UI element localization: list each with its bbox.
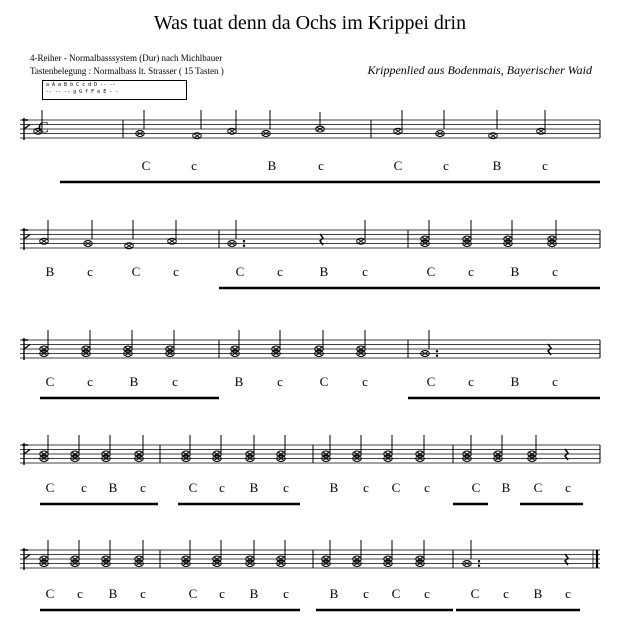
bass-label: c bbox=[552, 264, 558, 279]
bass-label: C bbox=[319, 374, 329, 389]
bass-label: C bbox=[188, 480, 198, 495]
keymap-row-1: a A a B b C c d D -- -- bbox=[46, 82, 116, 88]
bass-label: C bbox=[426, 374, 436, 389]
bass-label: c bbox=[503, 586, 509, 601]
bass-label: C bbox=[470, 586, 480, 601]
bass-label: c bbox=[191, 158, 197, 173]
bass-label: C bbox=[131, 264, 141, 279]
bass-label: c bbox=[140, 480, 146, 495]
bass-label: c bbox=[283, 480, 289, 495]
bass-label: c bbox=[542, 158, 548, 173]
bass-label: c bbox=[277, 374, 283, 389]
bass-label: c bbox=[362, 374, 368, 389]
bass-label: c bbox=[443, 158, 449, 173]
bass-label: C bbox=[391, 480, 401, 495]
bass-label: c bbox=[318, 158, 324, 173]
note-head-x bbox=[490, 134, 496, 138]
dot-icon bbox=[243, 240, 245, 242]
bass-label: C bbox=[471, 480, 481, 495]
bass-label: c bbox=[277, 264, 283, 279]
dot-icon bbox=[243, 245, 245, 247]
bass-label: B bbox=[129, 374, 139, 389]
bass-label: B bbox=[510, 374, 520, 389]
bass-label: c bbox=[173, 264, 179, 279]
bass-label: B bbox=[329, 480, 339, 495]
time-signature: C bbox=[38, 119, 49, 137]
bass-label: c bbox=[87, 374, 93, 389]
bass-label: c bbox=[362, 264, 368, 279]
note-head-x bbox=[126, 244, 132, 248]
bass-label: c bbox=[219, 480, 225, 495]
bass-label: B bbox=[329, 586, 339, 601]
bass-label: c bbox=[468, 374, 474, 389]
keymap-row-2: -- -- -- g G f F e E - - bbox=[46, 89, 119, 95]
bass-label: c bbox=[77, 586, 83, 601]
bass-label: c bbox=[552, 374, 558, 389]
bass-label: C bbox=[393, 158, 403, 173]
bass-label: c bbox=[565, 586, 571, 601]
bass-label: C bbox=[141, 158, 151, 173]
bass-label: B bbox=[45, 264, 55, 279]
bass-label: c bbox=[424, 480, 430, 495]
bass-label: c bbox=[468, 264, 474, 279]
bass-label: C bbox=[45, 374, 55, 389]
bass-label: C bbox=[45, 586, 55, 601]
bass-label: B bbox=[108, 586, 118, 601]
bass-label: C bbox=[426, 264, 436, 279]
bass-label: c bbox=[363, 480, 369, 495]
note-head-x bbox=[538, 129, 544, 133]
bass-label: B bbox=[510, 264, 520, 279]
bass-label: B bbox=[108, 480, 118, 495]
system-description: 4-Reiher - Normalbasssystem (Dur) nach Michlbauer bbox=[30, 53, 223, 63]
bass-label: B bbox=[249, 586, 259, 601]
song-origin: Krippenlied aus Bodenmais, Bayerischer Waid bbox=[367, 63, 592, 77]
bass-label: B bbox=[319, 264, 329, 279]
bass-label: c bbox=[424, 586, 430, 601]
dot-icon bbox=[436, 350, 438, 352]
bass-label: B bbox=[501, 480, 511, 495]
bass-label: B bbox=[249, 480, 259, 495]
note-head-x bbox=[169, 239, 175, 243]
bass-label: c bbox=[172, 374, 178, 389]
bass-label: c bbox=[283, 586, 289, 601]
note-head-x bbox=[358, 239, 364, 243]
bass-label: C bbox=[533, 480, 543, 495]
bass-label: c bbox=[565, 480, 571, 495]
key-layout-description: Tastenbelegung : Normalbass lt. Strasser ( 15 Tasten ) bbox=[30, 66, 224, 76]
bass-label: c bbox=[87, 264, 93, 279]
page-title: Was tuat denn da Ochs im Krippei drin bbox=[153, 12, 467, 34]
dot-icon bbox=[478, 565, 480, 567]
bass-label: c bbox=[219, 586, 225, 601]
note-head-x bbox=[194, 134, 200, 138]
bass-label: B bbox=[533, 586, 543, 601]
bass-label: C bbox=[188, 586, 198, 601]
note-head-x bbox=[229, 129, 235, 133]
note-head-x bbox=[395, 129, 401, 133]
bass-label: B bbox=[234, 374, 244, 389]
note-head-x bbox=[41, 239, 47, 243]
bass-label: c bbox=[140, 586, 146, 601]
bass-label: C bbox=[391, 586, 401, 601]
bass-label: c bbox=[363, 586, 369, 601]
bass-label: c bbox=[81, 480, 87, 495]
bass-label: B bbox=[492, 158, 502, 173]
dot-icon bbox=[436, 355, 438, 357]
bass-label: C bbox=[235, 264, 245, 279]
dot-icon bbox=[478, 560, 480, 562]
bass-label: B bbox=[267, 158, 277, 173]
bass-label: C bbox=[45, 480, 55, 495]
